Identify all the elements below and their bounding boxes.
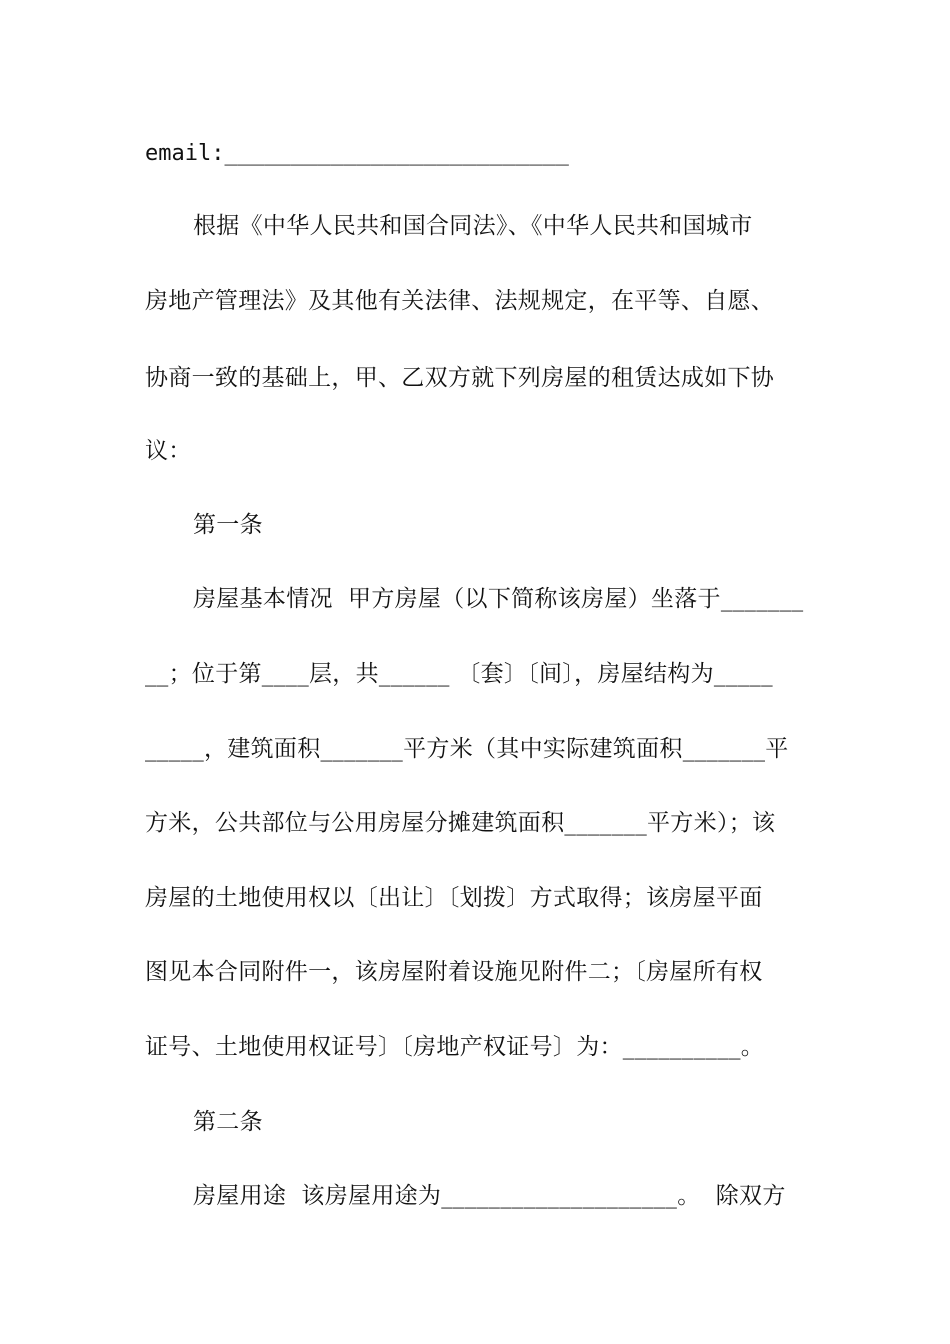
article-2-line-1: 房屋用途 该房屋用途为____________________。 除双方 bbox=[193, 1183, 786, 1209]
article-1-line-3: _____，建筑面积_______平方米（其中实际建筑面积_______平 bbox=[145, 736, 789, 762]
preamble-line-4: 议： bbox=[145, 438, 192, 464]
preamble-line-1: 根据《中华人民共和国合同法》、《中华人民共和国城市 bbox=[193, 213, 753, 239]
article-1-line-2: __；位于第____层，共______ 〔套〕〔间〕，房屋结构为_____ bbox=[145, 661, 773, 687]
article-1-line-1: 房屋基本情况 甲方房屋（以下简称该房屋）坐落于_______ bbox=[193, 586, 804, 612]
preamble-line-2: 房地产管理法》及其他有关法律、法规规定，在平等、自愿、 bbox=[145, 288, 775, 314]
article-2-heading: 第二条 bbox=[193, 1109, 263, 1135]
article-1-line-7: 证号、土地使用权证号〕〔房地产权证号〕为：__________。 bbox=[145, 1034, 765, 1060]
preamble-line-3: 协商一致的基础上，甲、乙双方就下列房屋的租赁达成如下协 bbox=[145, 365, 775, 391]
article-1-line-5: 房屋的土地使用权以〔出让〕〔划拨〕方式取得；该房屋平面 bbox=[145, 885, 763, 911]
article-1-heading: 第一条 bbox=[193, 512, 263, 538]
article-1-line-6: 图见本合同附件一，该房屋附着设施见附件二；〔房屋所有权 bbox=[145, 959, 763, 985]
article-1-line-4: 方米，公共部位与公用房屋分摊建筑面积_______平方米）；该 bbox=[145, 810, 776, 836]
email-line: email:__________________________ bbox=[145, 141, 569, 166]
